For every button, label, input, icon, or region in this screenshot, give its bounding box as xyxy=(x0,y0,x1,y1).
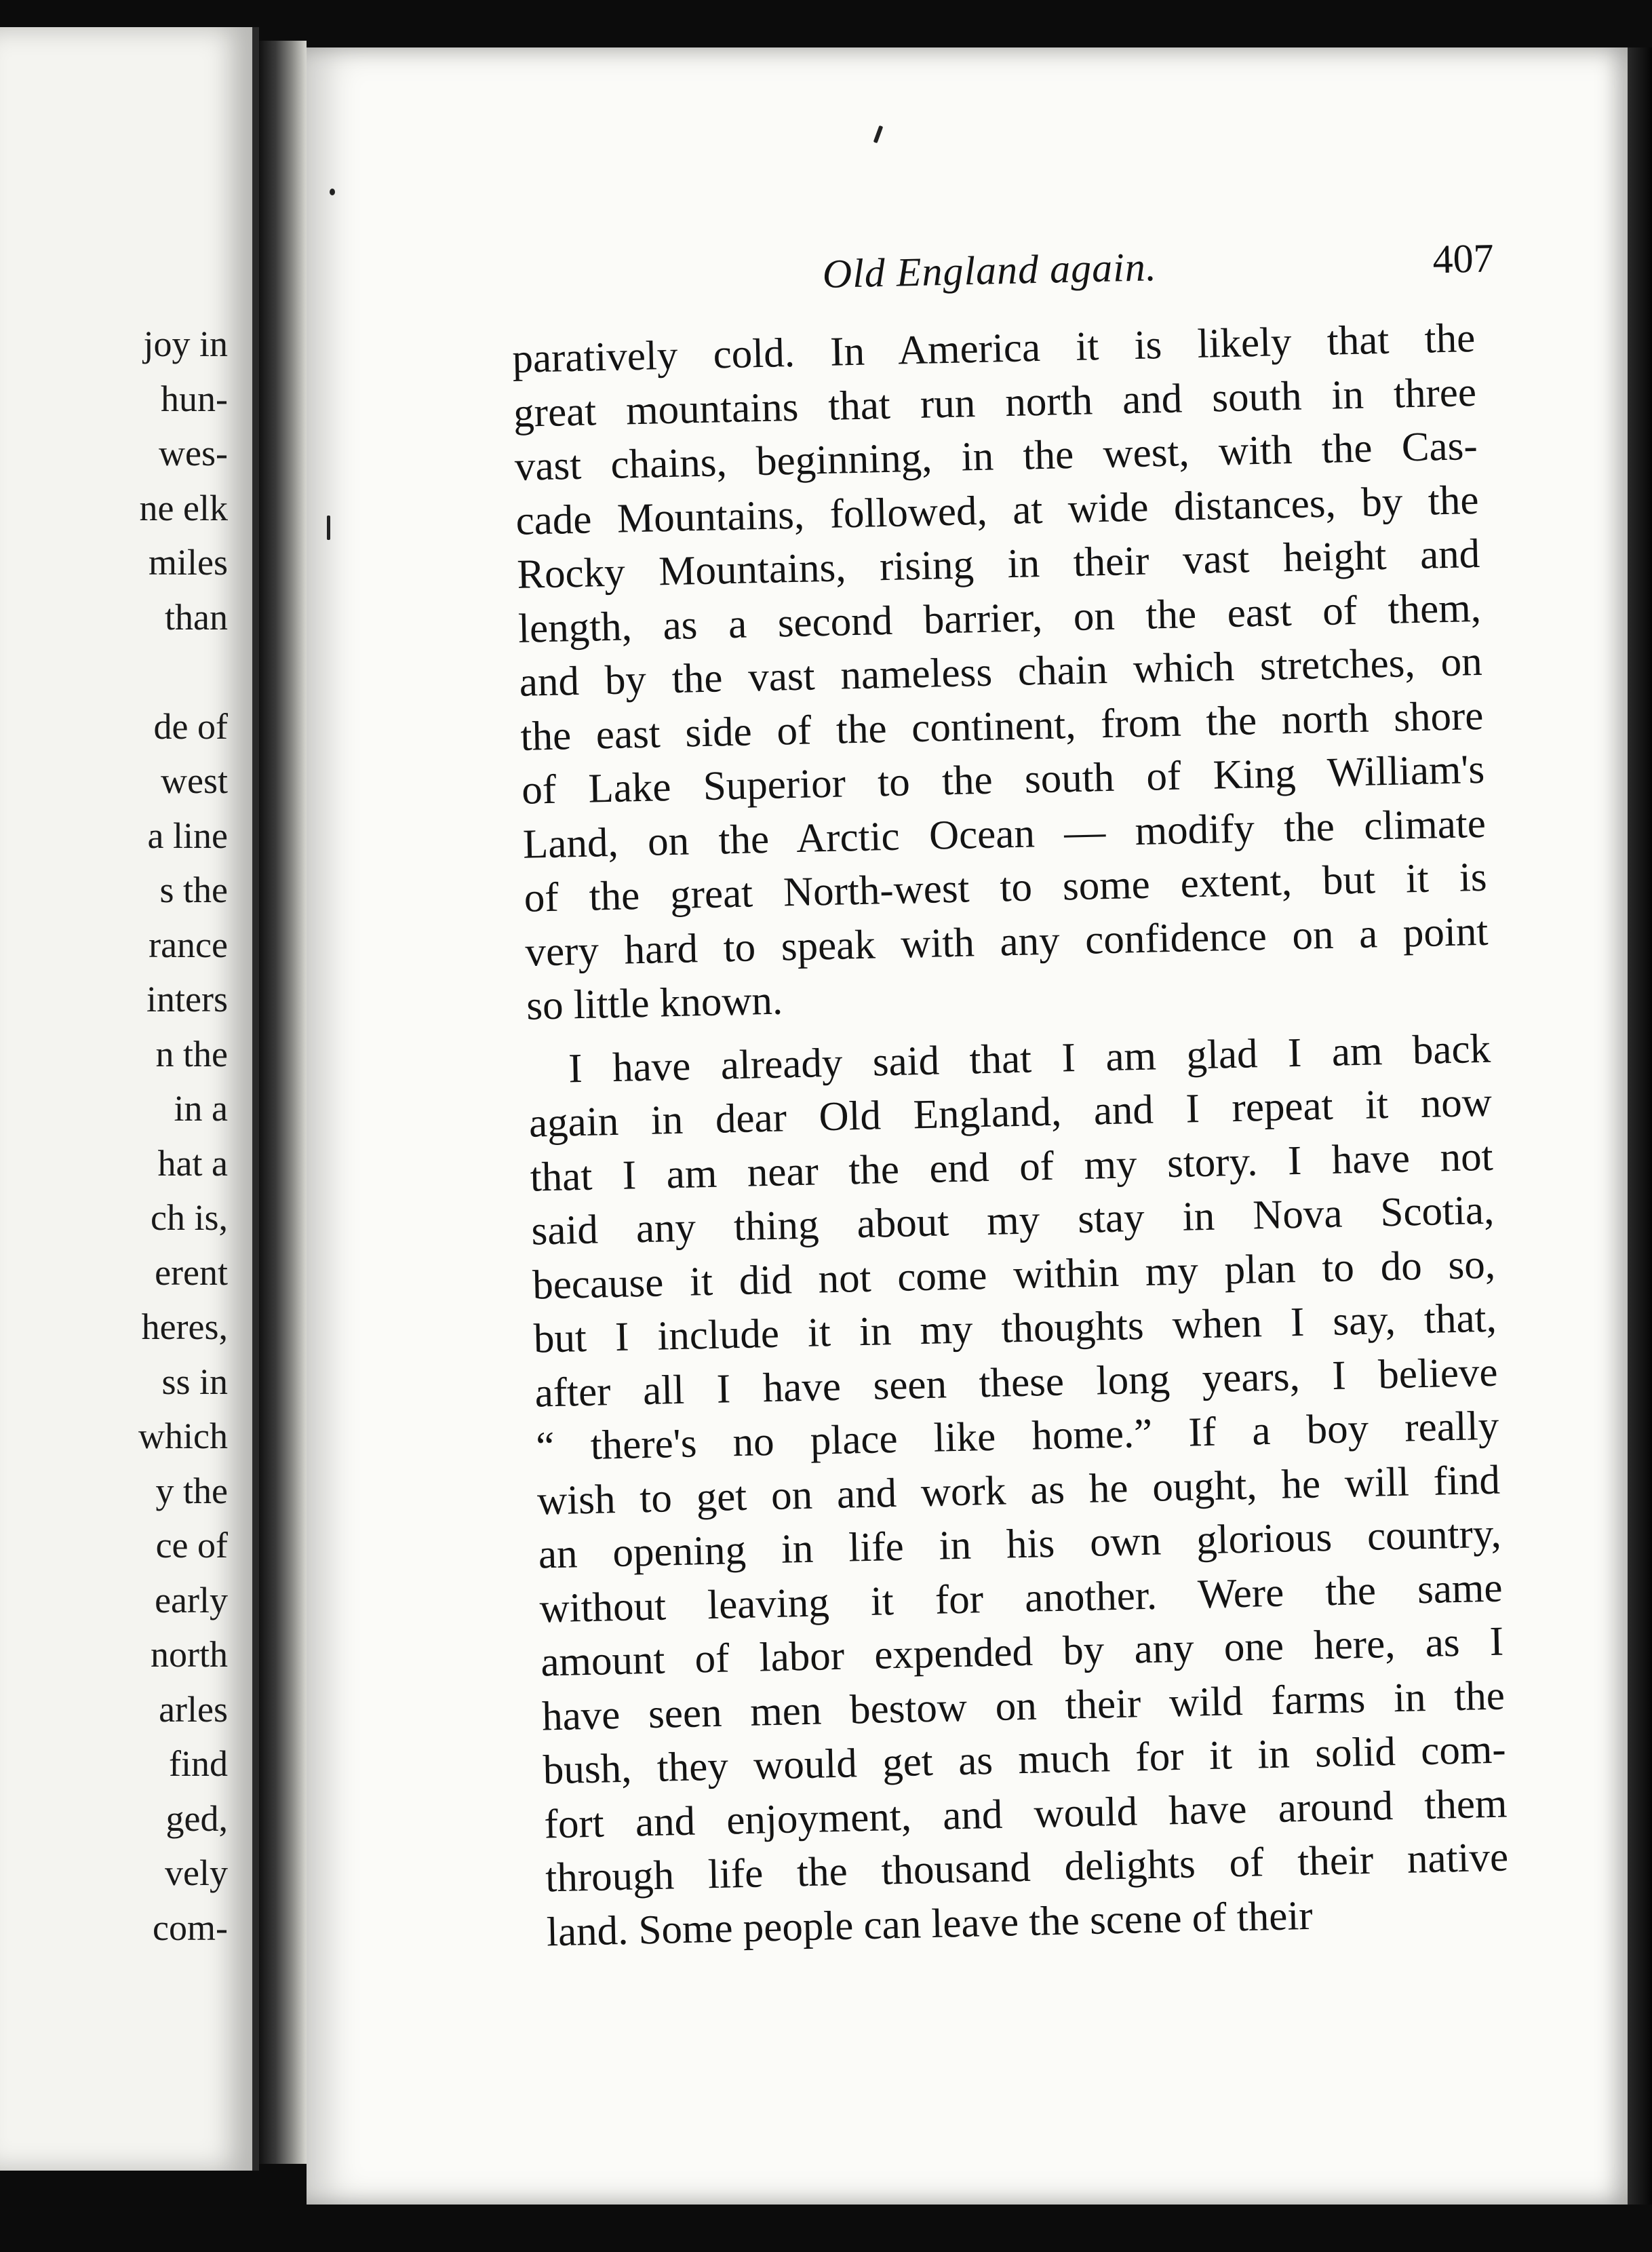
left-page-line: joy in xyxy=(143,324,228,364)
text-line: through life the thousand delights of their native xyxy=(545,1834,1509,1901)
text-line: again in dear Old England, and I repeat it now xyxy=(528,1079,1493,1146)
text-line: that I am near the end of my story. I have not xyxy=(530,1133,1494,1201)
paragraph-1 xyxy=(512,311,1490,1033)
ink-speck xyxy=(330,189,335,195)
text-line: vast chains, beginning, in the west, with the Cas- xyxy=(514,423,1478,490)
left-page-line: in a xyxy=(174,1088,228,1129)
left-page-line: arles xyxy=(159,1688,228,1730)
text-line: bush, they would get as much for it in solid com- xyxy=(543,1726,1507,1793)
text-line: the east side of the continent, from the north shore xyxy=(519,693,1484,760)
text-line: Rocky Mountains, rising in their vast height and xyxy=(516,530,1480,598)
left-page-line: than xyxy=(165,596,228,638)
right-page xyxy=(307,47,1628,2205)
left-page-line: a line xyxy=(147,815,228,856)
book-gutter xyxy=(259,41,307,2164)
left-page-line: ch is, xyxy=(151,1197,228,1238)
text-line: said any thing about my stay in Nova Scotia, xyxy=(530,1187,1495,1254)
left-page-line: west xyxy=(161,760,228,801)
left-page-line: north xyxy=(151,1634,228,1675)
left-page-line: y the xyxy=(155,1470,228,1511)
text-line: length, as a second barrier, on the east of them, xyxy=(517,585,1482,652)
page-number: 407 xyxy=(1432,235,1495,282)
left-page-line: ne elk xyxy=(139,487,228,528)
text-line: Land, on the Arctic Ocean — modify the climate xyxy=(522,800,1487,868)
left-page-line: miles xyxy=(149,542,228,583)
ink-speck xyxy=(873,125,884,143)
left-page-line: hun- xyxy=(161,378,228,419)
ink-speck xyxy=(327,516,330,540)
left-page-line: n the xyxy=(155,1033,228,1074)
text-line: of the great North-west to some extent, but it is xyxy=(524,854,1488,921)
text-line: fort and enjoyment, and would have around them xyxy=(543,1780,1508,1847)
paragraph-2 xyxy=(527,1022,1510,1959)
left-page xyxy=(0,27,259,2171)
running-title: Old England again. xyxy=(822,244,1158,296)
left-page-line: wes- xyxy=(159,433,228,473)
text-line: cade Mountains, followed, at wide distances, by the xyxy=(515,477,1480,544)
text-line: because it did not come within my plan to do so, xyxy=(532,1241,1496,1308)
left-page-line: inters xyxy=(146,979,228,1020)
text-line: I have already said that I am glad I am back xyxy=(568,1026,1491,1091)
left-page-line: early xyxy=(155,1579,228,1620)
text-line: wish to get on and work as he ought, he will find xyxy=(536,1457,1501,1524)
text-line: “ there's no place like home.” If a boy really xyxy=(535,1403,1499,1470)
left-page-line: s the xyxy=(159,870,228,910)
text-line: so little known. xyxy=(526,977,783,1029)
left-page-line: ss in xyxy=(161,1361,228,1402)
left-page-line: rance xyxy=(149,924,228,965)
left-page-line: erent xyxy=(155,1251,228,1293)
left-page-line: de of xyxy=(153,705,228,747)
left-page-line: which xyxy=(138,1416,228,1456)
page-edge-shadow xyxy=(1628,47,1652,2205)
text-line: have seen men bestow on their wild farms in the xyxy=(541,1673,1506,1739)
text-line: great mountains that run north and south in three xyxy=(513,369,1477,436)
text-line: but I include it in my thoughts when I say, that, xyxy=(533,1295,1497,1362)
text-line: very hard to speak with any confidence on a point xyxy=(524,908,1489,975)
page-text-block xyxy=(510,230,1510,1959)
text-line: paratively cold. In America it is likely that the xyxy=(511,315,1476,382)
left-page-line: find xyxy=(169,1743,228,1784)
left-page-line: com- xyxy=(153,1907,228,1948)
text-line: amount of labor expended by any one here, as I xyxy=(540,1618,1504,1686)
text-line: of Lake Superior to the south of King William's xyxy=(521,746,1485,813)
text-line: land. Some people can leave the scene of their xyxy=(546,1892,1314,1955)
left-page-line: heres, xyxy=(141,1306,228,1347)
text-line: and by the vast nameless chain which stretches, on xyxy=(519,638,1483,705)
left-page-line: hat a xyxy=(157,1142,228,1184)
left-page-line: ce of xyxy=(155,1525,228,1566)
text-line: after all I have seen these long years, I believe xyxy=(534,1349,1499,1416)
left-page-line: vely xyxy=(165,1852,228,1893)
left-page-line: ged, xyxy=(165,1798,228,1839)
text-line: an opening in life in his own glorious country, xyxy=(538,1511,1502,1578)
text-line: without leaving it for another. Were the same xyxy=(538,1565,1503,1632)
